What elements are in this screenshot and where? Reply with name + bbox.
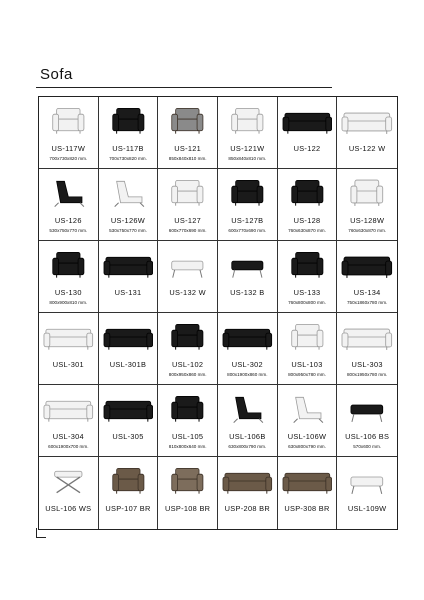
white-armchair-icon [341, 173, 393, 213]
product-dimensions: 630x800x790 mm. [228, 444, 267, 449]
product-cell [158, 385, 218, 457]
black-armchair-icon [282, 245, 333, 285]
black-cube-chair-icon [162, 389, 213, 429]
rattan-sofa-icon [222, 461, 273, 501]
product-code: US-127 [174, 216, 202, 225]
product-dimensions: 760x630x870 mm. [288, 228, 326, 233]
product-code: USL-301B [109, 360, 147, 369]
product-code: US-128W [350, 216, 385, 225]
product-code: USP-308 BR [284, 504, 330, 513]
product-cell [218, 457, 278, 529]
product-cell [278, 241, 338, 313]
product-dimensions: 850x840x810 mm. [228, 156, 267, 161]
product-code: US-127B [231, 216, 264, 225]
rattan-corner-icon [162, 461, 213, 501]
black-sofa-icon [282, 101, 333, 141]
product-cell [99, 169, 159, 241]
product-code: US-122 [293, 144, 321, 153]
product-dimensions: 800x950x780 mm. [288, 372, 326, 377]
product-code: USL-301 [52, 360, 84, 369]
product-code: US-132 B [230, 288, 265, 297]
product-cell [278, 169, 338, 241]
product-dimensions: 800x950x860 mm. [168, 372, 207, 377]
black-sofa-icon [103, 245, 154, 285]
black-ottoman-icon [341, 389, 393, 429]
product-code: USL-102 [172, 360, 204, 369]
product-dimensions: 530x750x770 mm. [109, 228, 147, 233]
product-cell [99, 457, 159, 529]
product-cell [337, 241, 397, 313]
white-lounge-chair-icon [103, 173, 154, 213]
white-armchair-icon [222, 101, 273, 141]
black-armchair-icon [282, 173, 333, 213]
product-code: US-133 [293, 288, 321, 297]
product-code: USL-303 [351, 360, 383, 369]
product-dimensions: 600x770x690 mm. [228, 228, 267, 233]
white-cube-chair-icon [162, 173, 213, 213]
product-dimensions: 850x840x810 mm. [168, 156, 207, 161]
product-cell [39, 385, 99, 457]
product-cell [39, 241, 99, 313]
corner-mark [36, 537, 46, 538]
product-catalog-grid [38, 96, 398, 530]
product-cell [337, 457, 397, 529]
product-code: USP-208 BR [224, 504, 270, 513]
black-cube-chair-icon [222, 173, 273, 213]
product-cell [99, 241, 159, 313]
product-code: USL-305 [112, 432, 144, 441]
product-code: US-130 [54, 288, 82, 297]
rattan-sofa-icon [282, 461, 333, 501]
product-code: USL-106B [229, 432, 266, 441]
product-code: USP-108 BR [165, 504, 211, 513]
product-dimensions: 630x800x790 mm. [288, 444, 326, 449]
product-dimensions: 810x800x640 mm. [168, 444, 207, 449]
product-dimensions: 700x730x820 mm. [109, 156, 147, 161]
product-cell [218, 241, 278, 313]
product-dimensions: 800x1950x780 mm. [346, 372, 388, 377]
product-cell [99, 313, 159, 385]
page-title: Sofa [40, 66, 73, 83]
black-sofa-icon [103, 389, 154, 429]
product-cell [218, 313, 278, 385]
product-dimensions: 570x600 mm. [353, 444, 382, 449]
rattan-armchair-icon [103, 461, 154, 501]
product-cell [158, 241, 218, 313]
product-cell [278, 457, 338, 529]
product-code: US-128 [293, 216, 321, 225]
product-cell [39, 97, 99, 169]
product-cell [39, 169, 99, 241]
black-armchair-icon [103, 101, 154, 141]
product-cell [99, 385, 159, 457]
white-daybed-icon [43, 389, 94, 429]
product-code: US-117B [112, 144, 144, 153]
white-sofa-icon [341, 317, 393, 357]
white-armchair-icon [43, 101, 94, 141]
product-code: USL-105 [172, 432, 204, 441]
product-cell [278, 385, 338, 457]
product-cell [278, 97, 338, 169]
white-stool-icon [43, 461, 94, 501]
product-dimensions: 800x1900x860 mm. [227, 372, 268, 377]
product-cell [337, 385, 397, 457]
black-bench-icon [222, 245, 273, 285]
product-cell [218, 169, 278, 241]
black-lounge-chair-icon [43, 173, 94, 213]
black-barcelona-chair-icon [222, 389, 273, 429]
product-code: USL-304 [52, 432, 84, 441]
product-dimensions: 600x770x690 mm. [168, 228, 207, 233]
white-barcelona-chair-icon [282, 389, 333, 429]
product-code: US-121 [174, 144, 202, 153]
product-cell [337, 169, 397, 241]
product-code: US-121W [230, 144, 265, 153]
product-code: US-126W [110, 216, 146, 225]
product-code: US-134 [353, 288, 381, 297]
product-cell [218, 385, 278, 457]
product-code: USP-107 BR [105, 504, 151, 513]
black-club-chair-icon [43, 245, 94, 285]
white-ottoman-icon [341, 461, 393, 501]
white-daybed-icon [43, 317, 94, 357]
product-code: USL-103 [291, 360, 323, 369]
product-code: US-117W [51, 144, 86, 153]
black-sofa-icon [222, 317, 273, 357]
product-code: US-131 [114, 288, 142, 297]
black-armchair-icon [162, 317, 213, 357]
product-dimensions: 760x630x870 mm. [348, 228, 387, 233]
product-code: US-122 W [348, 144, 386, 153]
white-sofa-icon [341, 101, 393, 141]
black-sofa-icon [103, 317, 154, 357]
product-cell [158, 313, 218, 385]
product-code: US-132 W [169, 288, 206, 297]
product-dimensions: 800x900x810 mm. [49, 300, 88, 305]
product-cell [218, 97, 278, 169]
product-dimensions: 750x1860x780 mm. [346, 300, 388, 305]
product-dimensions: 760x800x800 mm. [288, 300, 326, 305]
product-cell [158, 457, 218, 529]
product-dimensions: 600x1900x700 mm. [48, 444, 89, 449]
product-code: USL-106 BS [345, 432, 390, 441]
product-cell [158, 97, 218, 169]
product-code: USL-106W [287, 432, 327, 441]
product-cell [278, 313, 338, 385]
product-cell [99, 97, 159, 169]
product-cell [39, 457, 99, 529]
grey-armchair-icon [162, 101, 213, 141]
product-dimensions: 700x730x820 mm. [49, 156, 88, 161]
product-cell [158, 169, 218, 241]
black-sofa-icon [341, 245, 393, 285]
product-cell [337, 97, 397, 169]
title-divider [36, 87, 332, 88]
product-cell [337, 313, 397, 385]
product-dimensions: 530x750x770 mm. [49, 228, 88, 233]
product-code: USL-302 [231, 360, 263, 369]
white-bench-icon [162, 245, 213, 285]
white-armchair-icon [282, 317, 333, 357]
product-code: USL-106 WS [45, 504, 92, 513]
product-cell [39, 313, 99, 385]
product-code: USL-109W [347, 504, 387, 513]
product-code: US-126 [54, 216, 82, 225]
